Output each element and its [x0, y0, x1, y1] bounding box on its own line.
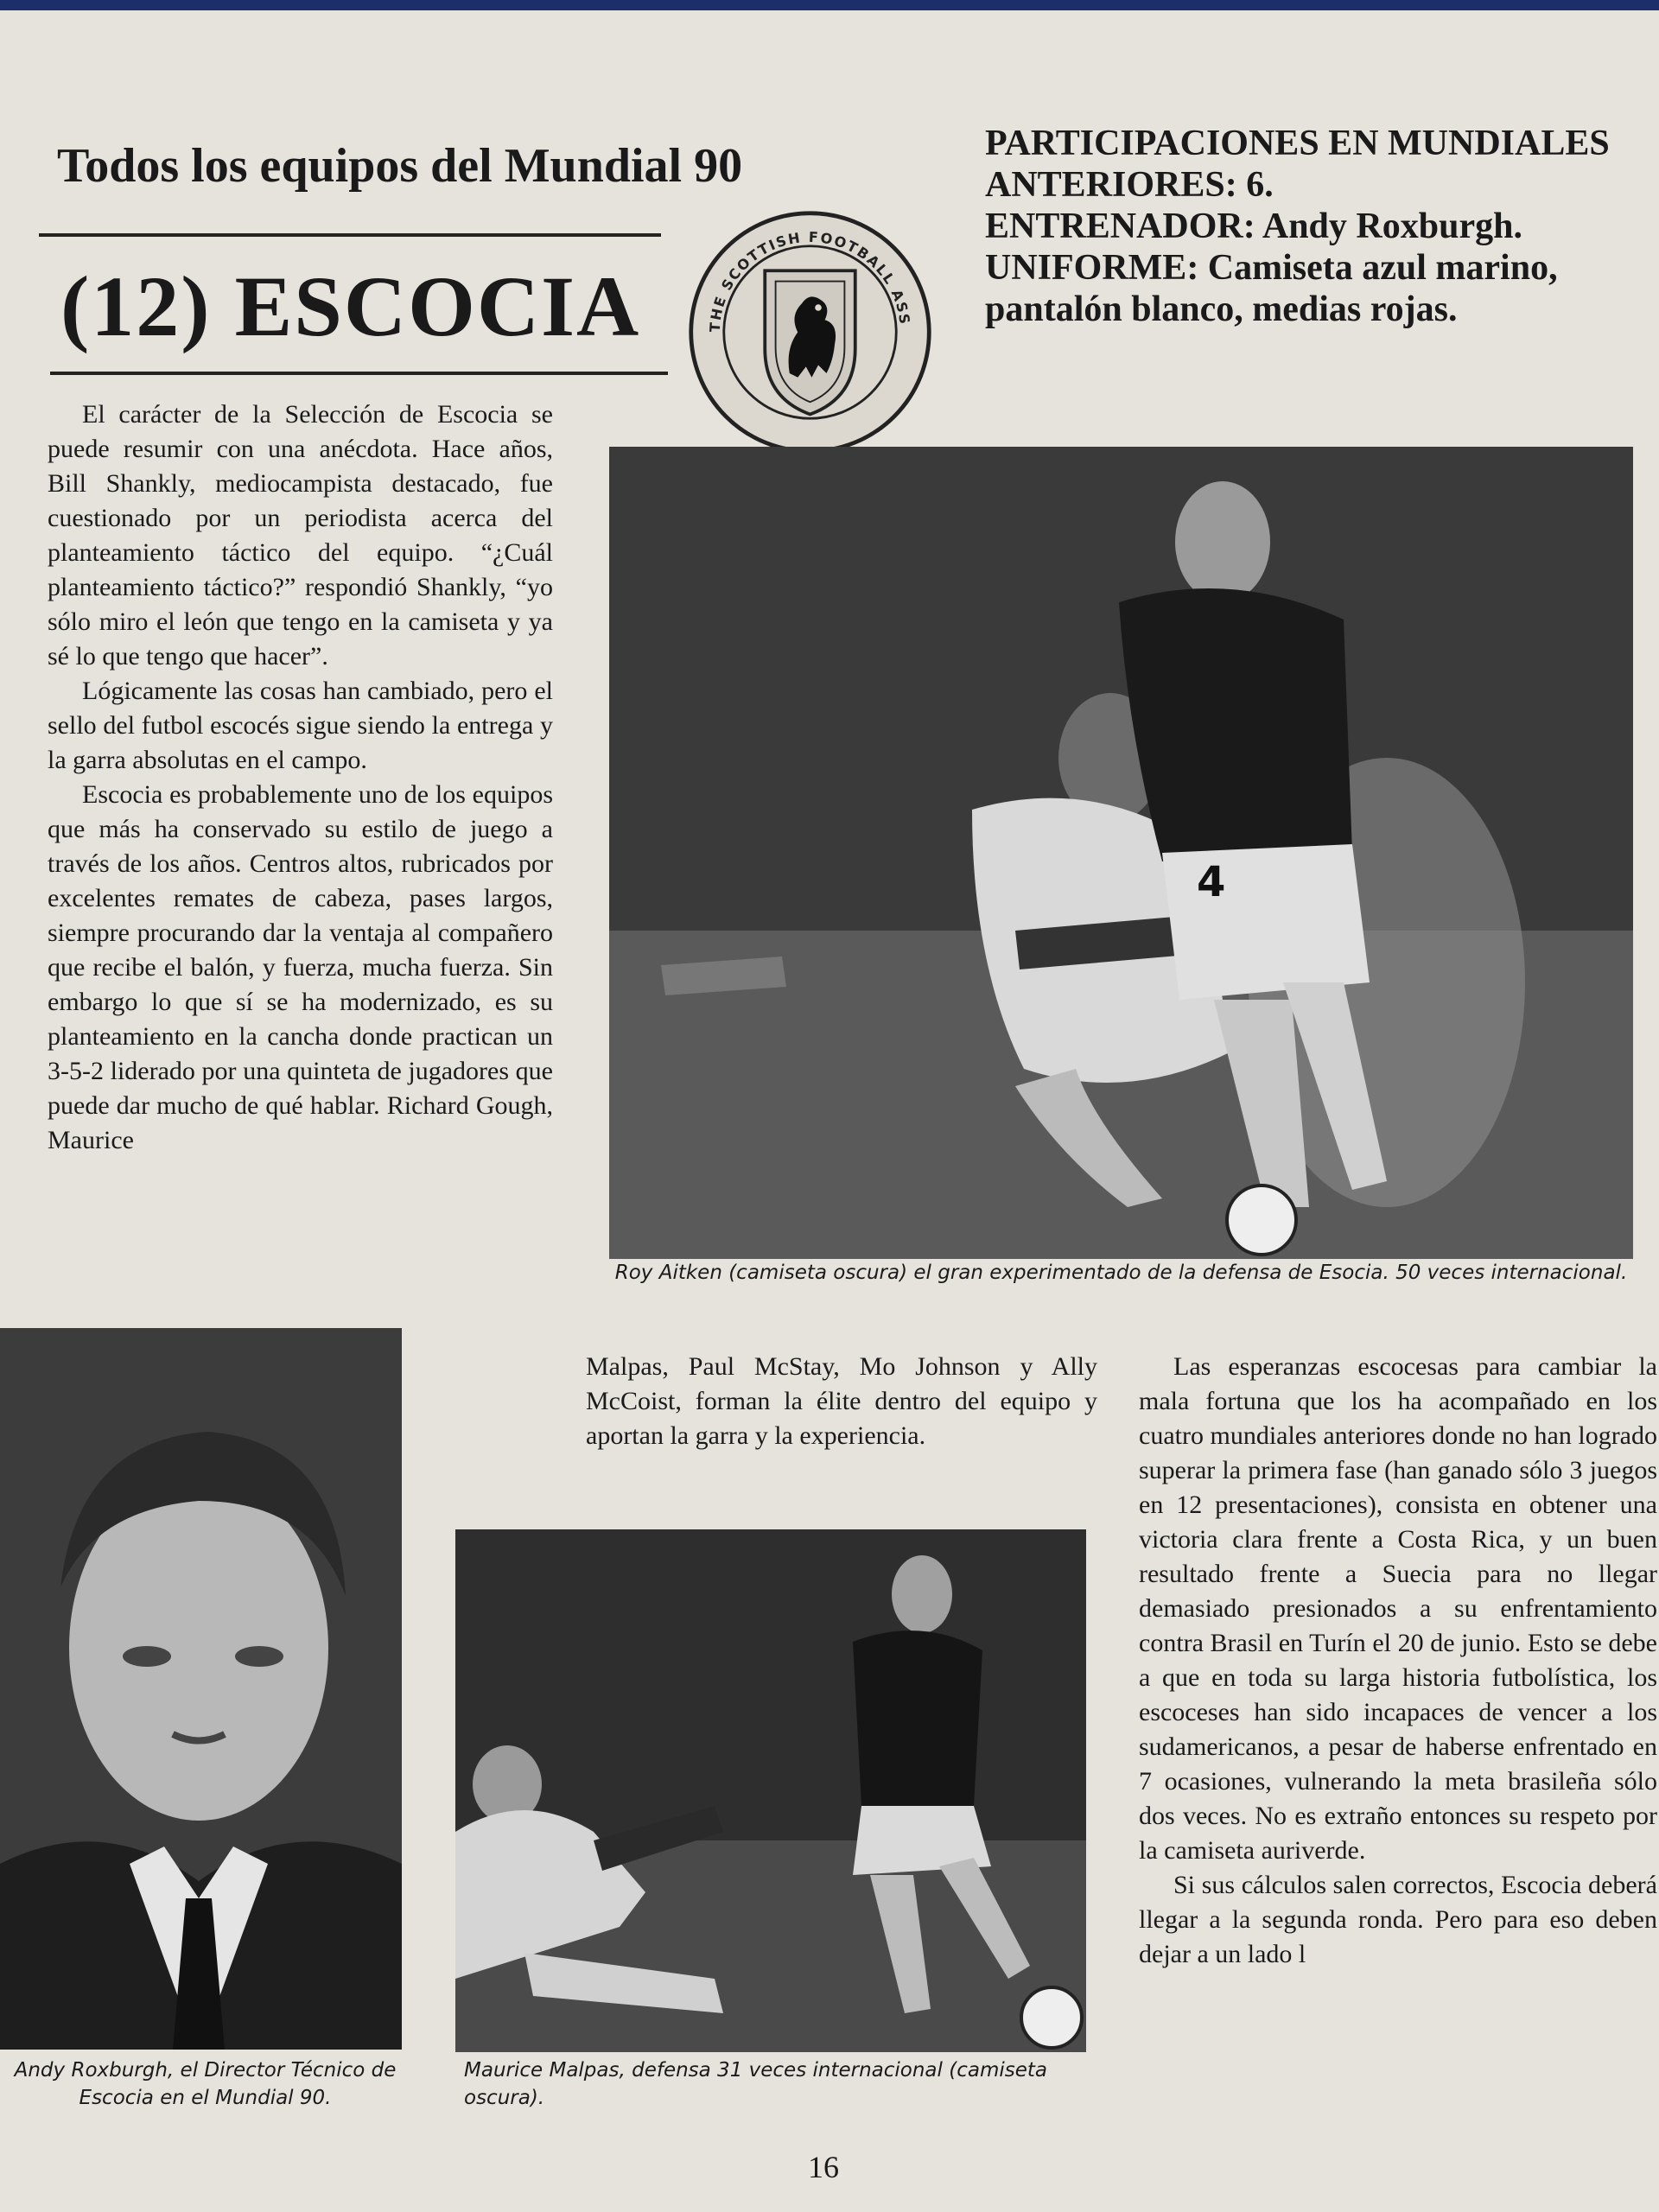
article-paragraph: Las esperanzas escocesas para cambiar la mala fortuna que los ha acompañado en los cuatro mundiales anteriores donde no han logrado superar la primera fase (han ganado sólo 3 juegos en 12 presentaciones), consista en obtener una victoria clara frente a Costa Rica, y un buen resultado frente a Suecia para no llegar demasiado presionados a su enfrentamiento contra Brasil en Turín el 20 de junio. Esto se debe a que en toda su larga historia futbolística, los escoceses han sido incapaces de vencer a los sudamericanos, a pesar de haberse enfrentado en 7 ocasiones, vulnerando la meta brasileña sólo dos veces. No es extraño entonces su respeto por la camiseta auriverde. — [1139, 1352, 1657, 1865]
article-column-middle — [586, 1350, 1097, 1453]
scottish-fa-crest-icon — [687, 209, 933, 455]
caption-andy-roxburgh: Andy Roxburgh, el Director Técnico de Escocia en el Mundial 90. — [14, 2059, 397, 2109]
article-column-left — [48, 397, 553, 1158]
magazine-page — [0, 10, 1659, 2212]
article-paragraph: Lógicamente las cosas han cambiado, pero el sello del futbol escocés sigue siendo la entrega y la garra absolutas en el campo. — [48, 677, 553, 774]
article-paragraph: Si sus cálculos salen correctos, Escocia deberá llegar a la segunda ronda. Pero para eso deben dejar a un lado l — [1139, 1871, 1657, 1968]
svg-text:THE SCOTTISH FOOTBALL ASSOCIAT: THE SCOTTISH FOOTBALL ASS — [706, 228, 913, 333]
article-paragraph: Malpas, Paul McStay, Mo Johnson y Ally McCoist, forman la élite dentro del equipo y aportan la garra y la experiencia. — [586, 1352, 1097, 1450]
photo-roy-aitken — [609, 447, 1633, 1259]
article-column-right — [1139, 1350, 1657, 1972]
title-rule-bottom — [50, 372, 668, 375]
coach-info: ENTRENADOR: Andy Roxburgh. — [985, 207, 1522, 246]
team-info — [985, 123, 1624, 330]
article-paragraph: El carácter de la Selección de Escocia se puede resumir con una anécdota. Hace años, Bill Shankly, mediocampista destacado, fue cuestionado por un periodista acerca del planteamiento táctico del equipo. “¿Cuál planteamiento táctico?” respondió Shankly, “yo sólo miro el león que tengo en la camiseta y ya sé lo que tengo que hacer”. — [48, 400, 553, 671]
series-title: Todos los equipos del Mundial 90 — [57, 139, 743, 193]
title-rule-top — [39, 233, 661, 237]
caption-maurice-malpas: Maurice Malpas, defensa 31 veces internacional (camiseta oscura). — [464, 2059, 1047, 2109]
uniform-info: UNIFORME: Camiseta azul marino, pantalón blanco, medias rojas. — [985, 248, 1558, 329]
team-title: (12) ESCOCIA — [60, 258, 641, 354]
shirt-number: 4 — [1197, 858, 1226, 906]
article-paragraph: Escocia es probablemente uno de los equipos que más ha conservado su estilo de juego a través de los años. Centros altos, rubricados por excelentes remates de cabeza, pases largos, siempre procurando dar la ventaja al compañero que recibe el balón, y fuerza, mucha fuerza. Sin embargo lo que sí se ha modernizado, es su planteamiento en la cancha donde practican un 3-5-2 liderado por una quinteta de jugadores que puede dar mucho de qué hablar. Richard Gough, Maurice — [48, 780, 553, 1154]
page-number: 16 — [808, 2150, 839, 2184]
participations-info: PARTICIPACIONES EN MUNDIALES ANTERIORES: 6. — [985, 124, 1610, 205]
caption-roy-aitken: Roy Aitken (camiseta oscura) el gran experimentado de la defensa de Esocia. 50 veces internacional. — [614, 1262, 1628, 1284]
photo-andy-roxburgh — [0, 1328, 402, 2050]
photo-maurice-malpas — [455, 1529, 1086, 2052]
